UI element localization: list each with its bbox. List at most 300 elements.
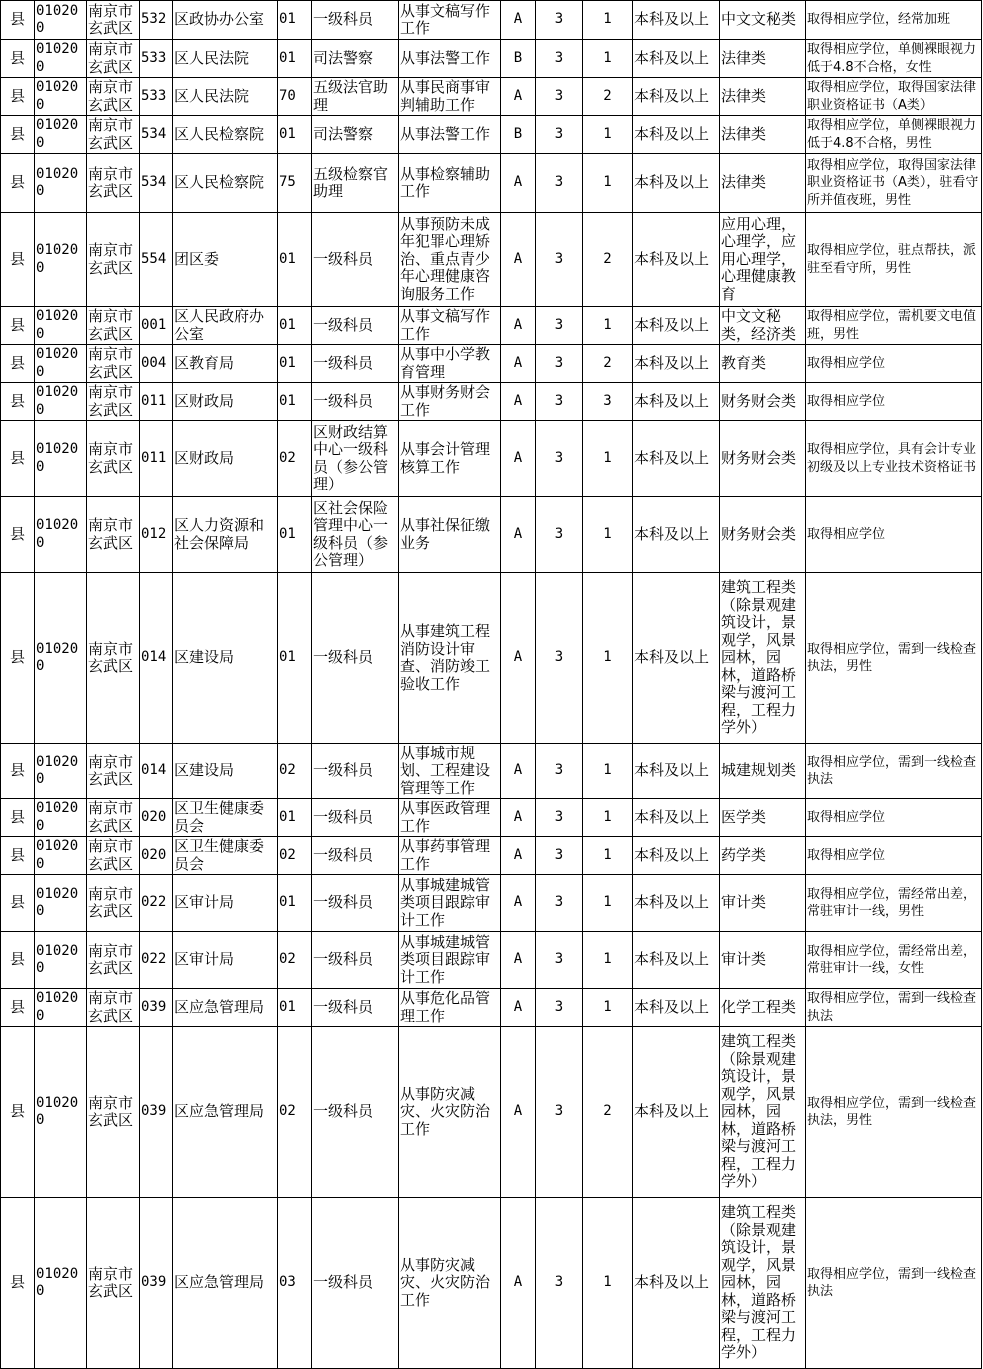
region-name-cell: 南京市玄武区 <box>87 383 140 421</box>
positions-table-body <box>1 1 982 1369</box>
unit-name-cell: 区人民政府办公室 <box>173 307 278 345</box>
region-code-cell: 010200 <box>35 213 87 307</box>
major-cell: 建筑工程类（除景观建筑设计，景观学，风景园林，园林，道路桥梁与渡河工程，工程力学外） <box>720 573 806 744</box>
headcount-cell: 1 <box>583 744 633 799</box>
post-name-cell: 一级科员 <box>312 875 399 932</box>
headcount-cell: 1 <box>583 989 633 1027</box>
unit-name-cell: 区卫生健康委员会 <box>173 799 278 837</box>
education-cell: 本科及以上 <box>633 573 720 744</box>
table-row <box>1 799 982 837</box>
table-row <box>1 345 982 383</box>
post-code-cell: 02 <box>278 932 312 989</box>
region-name-cell: 南京市玄武区 <box>87 1027 140 1198</box>
table-row <box>1 497 982 573</box>
region-code-cell: 010200 <box>35 573 87 744</box>
post-name-cell: 一级科员 <box>312 989 399 1027</box>
unit-code-cell: 022 <box>140 932 173 989</box>
post-code-cell: 02 <box>278 744 312 799</box>
unit-code-cell: 533 <box>140 78 173 116</box>
region-name-cell: 南京市玄武区 <box>87 154 140 213</box>
region-name-cell: 南京市玄武区 <box>87 213 140 307</box>
region-name-cell: 南京市玄武区 <box>87 1 140 40</box>
region-name-cell: 南京市玄武区 <box>87 116 140 154</box>
category-cell: A <box>501 799 536 837</box>
major-cell: 财务财会类 <box>720 497 806 573</box>
major-cell: 审计类 <box>720 875 806 932</box>
region-code-cell: 010200 <box>35 1198 87 1369</box>
region-name-cell: 南京市玄武区 <box>87 989 140 1027</box>
post-name-cell: 一级科员 <box>312 307 399 345</box>
post-code-cell: 01 <box>278 345 312 383</box>
region-name-cell: 南京市玄武区 <box>87 744 140 799</box>
region-code-cell: 010200 <box>35 40 87 78</box>
table-row <box>1 116 982 154</box>
major-cell: 法律类 <box>720 154 806 213</box>
education-cell: 本科及以上 <box>633 345 720 383</box>
headcount-cell: 1 <box>583 154 633 213</box>
ratio-cell: 3 <box>536 875 583 932</box>
unit-code-cell: 020 <box>140 799 173 837</box>
major-cell: 中文文秘类，经济类 <box>720 307 806 345</box>
headcount-cell: 1 <box>583 497 633 573</box>
region-name-cell: 南京市玄武区 <box>87 875 140 932</box>
unit-name-cell: 区财政局 <box>173 383 278 421</box>
region-code-cell: 010200 <box>35 383 87 421</box>
major-cell: 审计类 <box>720 932 806 989</box>
headcount-cell: 2 <box>583 213 633 307</box>
post-code-cell: 01 <box>278 383 312 421</box>
level-cell: 县 <box>1 78 35 116</box>
region-code-cell: 010200 <box>35 421 87 497</box>
headcount-cell: 1 <box>583 573 633 744</box>
post-code-cell: 70 <box>278 78 312 116</box>
category-cell: B <box>501 40 536 78</box>
post-code-cell: 01 <box>278 573 312 744</box>
requirement-cell: 取得相应学位 <box>806 383 982 421</box>
ratio-cell: 3 <box>536 1027 583 1198</box>
post-name-cell: 五级法官助理 <box>312 78 399 116</box>
category-cell: A <box>501 497 536 573</box>
ratio-cell: 3 <box>536 383 583 421</box>
duty-cell: 从事中小学教育管理 <box>399 345 501 383</box>
level-cell: 县 <box>1 799 35 837</box>
requirement-cell: 取得相应学位，需到一线检查执法 <box>806 744 982 799</box>
headcount-cell: 1 <box>583 799 633 837</box>
post-name-cell: 区社会保险管理中心一级科员（参公管理） <box>312 497 399 573</box>
post-name-cell: 司法警察 <box>312 40 399 78</box>
category-cell: A <box>501 1198 536 1369</box>
region-code-cell: 010200 <box>35 345 87 383</box>
unit-code-cell: 012 <box>140 497 173 573</box>
ratio-cell: 3 <box>536 213 583 307</box>
region-name-cell: 南京市玄武区 <box>87 421 140 497</box>
level-cell: 县 <box>1 1 35 40</box>
unit-code-cell: 014 <box>140 744 173 799</box>
duty-cell: 从事医政管理工作 <box>399 799 501 837</box>
level-cell: 县 <box>1 837 35 875</box>
headcount-cell: 3 <box>583 383 633 421</box>
requirement-cell: 取得相应学位，经常加班 <box>806 1 982 40</box>
region-name-cell: 南京市玄武区 <box>87 40 140 78</box>
education-cell: 本科及以上 <box>633 421 720 497</box>
region-name-cell: 南京市玄武区 <box>87 497 140 573</box>
table-row <box>1 1027 982 1198</box>
post-code-cell: 01 <box>278 213 312 307</box>
major-cell: 化学工程类 <box>720 989 806 1027</box>
headcount-cell: 1 <box>583 307 633 345</box>
unit-code-cell: 039 <box>140 989 173 1027</box>
level-cell: 县 <box>1 383 35 421</box>
ratio-cell: 3 <box>536 116 583 154</box>
post-code-cell: 01 <box>278 799 312 837</box>
requirement-cell: 取得相应学位 <box>806 837 982 875</box>
table-row <box>1 213 982 307</box>
ratio-cell: 3 <box>536 989 583 1027</box>
region-code-cell: 010200 <box>35 307 87 345</box>
requirement-cell: 取得相应学位 <box>806 799 982 837</box>
duty-cell: 从事城建城管类项目跟踪审计工作 <box>399 932 501 989</box>
education-cell: 本科及以上 <box>633 989 720 1027</box>
major-cell: 教育类 <box>720 345 806 383</box>
unit-name-cell: 区政协办公室 <box>173 1 278 40</box>
unit-code-cell: 039 <box>140 1198 173 1369</box>
unit-name-cell: 区审计局 <box>173 932 278 989</box>
region-name-cell: 南京市玄武区 <box>87 78 140 116</box>
category-cell: A <box>501 78 536 116</box>
level-cell: 县 <box>1 989 35 1027</box>
education-cell: 本科及以上 <box>633 40 720 78</box>
table-row <box>1 383 982 421</box>
headcount-cell: 1 <box>583 1198 633 1369</box>
duty-cell: 从事药事管理工作 <box>399 837 501 875</box>
category-cell: A <box>501 307 536 345</box>
table-row <box>1 875 982 932</box>
education-cell: 本科及以上 <box>633 837 720 875</box>
unit-name-cell: 区应急管理局 <box>173 1198 278 1369</box>
requirement-cell: 取得相应学位 <box>806 497 982 573</box>
ratio-cell: 3 <box>536 421 583 497</box>
major-cell: 药学类 <box>720 837 806 875</box>
duty-cell: 从事法警工作 <box>399 116 501 154</box>
category-cell: A <box>501 154 536 213</box>
ratio-cell: 3 <box>536 307 583 345</box>
region-name-cell: 南京市玄武区 <box>87 573 140 744</box>
table-row <box>1 1198 982 1369</box>
post-code-cell: 01 <box>278 40 312 78</box>
headcount-cell: 2 <box>583 78 633 116</box>
duty-cell: 从事城市规划、工程建设管理等工作 <box>399 744 501 799</box>
unit-name-cell: 区人民检察院 <box>173 116 278 154</box>
unit-name-cell: 区人民法院 <box>173 40 278 78</box>
table-row <box>1 154 982 213</box>
unit-name-cell: 区应急管理局 <box>173 1027 278 1198</box>
requirement-cell: 取得相应学位，具有会计专业初级及以上专业技术资格证书 <box>806 421 982 497</box>
duty-cell: 从事危化品管理工作 <box>399 989 501 1027</box>
region-code-cell: 010200 <box>35 78 87 116</box>
post-name-cell: 一级科员 <box>312 1 399 40</box>
major-cell: 建筑工程类（除景观建筑设计，景观学，风景园林，园林，道路桥梁与渡河工程，工程力学外） <box>720 1027 806 1198</box>
requirement-cell: 取得相应学位，取得国家法律职业资格证书（A类），驻看守所并值夜班，男性 <box>806 154 982 213</box>
region-code-cell: 010200 <box>35 837 87 875</box>
level-cell: 县 <box>1 116 35 154</box>
duty-cell: 从事文稿写作工作 <box>399 307 501 345</box>
unit-name-cell: 区卫生健康委员会 <box>173 837 278 875</box>
ratio-cell: 3 <box>536 837 583 875</box>
post-code-cell: 01 <box>278 989 312 1027</box>
education-cell: 本科及以上 <box>633 1 720 40</box>
requirement-cell: 取得相应学位，单侧裸眼视力低于4.8不合格，女性 <box>806 40 982 78</box>
ratio-cell: 3 <box>536 1 583 40</box>
region-code-cell: 010200 <box>35 744 87 799</box>
requirement-cell: 取得相应学位，需到一线检查执法，男性 <box>806 1027 982 1198</box>
region-code-cell: 010200 <box>35 875 87 932</box>
ratio-cell: 3 <box>536 154 583 213</box>
category-cell: A <box>501 837 536 875</box>
headcount-cell: 1 <box>583 116 633 154</box>
category-cell: A <box>501 345 536 383</box>
region-code-cell: 010200 <box>35 1027 87 1198</box>
post-name-cell: 一级科员 <box>312 345 399 383</box>
region-name-cell: 南京市玄武区 <box>87 345 140 383</box>
unit-code-cell: 020 <box>140 837 173 875</box>
region-code-cell: 010200 <box>35 799 87 837</box>
category-cell: A <box>501 421 536 497</box>
duty-cell: 从事检察辅助工作 <box>399 154 501 213</box>
requirement-cell: 取得相应学位，需到一线检查执法 <box>806 989 982 1027</box>
unit-code-cell: 534 <box>140 116 173 154</box>
level-cell: 县 <box>1 1198 35 1369</box>
category-cell: A <box>501 573 536 744</box>
level-cell: 县 <box>1 1027 35 1198</box>
education-cell: 本科及以上 <box>633 116 720 154</box>
category-cell: A <box>501 875 536 932</box>
headcount-cell: 2 <box>583 345 633 383</box>
headcount-cell: 1 <box>583 40 633 78</box>
level-cell: 县 <box>1 307 35 345</box>
region-code-cell: 010200 <box>35 116 87 154</box>
duty-cell: 从事建筑工程消防设计审查、消防竣工验收工作 <box>399 573 501 744</box>
unit-code-cell: 534 <box>140 154 173 213</box>
unit-code-cell: 014 <box>140 573 173 744</box>
unit-name-cell: 区建设局 <box>173 573 278 744</box>
region-code-cell: 010200 <box>35 1 87 40</box>
education-cell: 本科及以上 <box>633 1027 720 1198</box>
requirement-cell: 取得相应学位 <box>806 345 982 383</box>
major-cell: 法律类 <box>720 78 806 116</box>
requirement-cell: 取得相应学位，驻点帮扶，派驻至看守所，男性 <box>806 213 982 307</box>
education-cell: 本科及以上 <box>633 78 720 116</box>
post-name-cell: 一级科员 <box>312 799 399 837</box>
category-cell: A <box>501 989 536 1027</box>
post-name-cell: 五级检察官助理 <box>312 154 399 213</box>
post-code-cell: 01 <box>278 497 312 573</box>
duty-cell: 从事法警工作 <box>399 40 501 78</box>
unit-name-cell: 区人民检察院 <box>173 154 278 213</box>
ratio-cell: 3 <box>536 799 583 837</box>
major-cell: 法律类 <box>720 40 806 78</box>
region-name-cell: 南京市玄武区 <box>87 932 140 989</box>
requirement-cell: 取得相应学位，需经常出差，常驻审计一线，男性 <box>806 875 982 932</box>
region-name-cell: 南京市玄武区 <box>87 799 140 837</box>
duty-cell: 从事民商事审判辅助工作 <box>399 78 501 116</box>
table-row <box>1 573 982 744</box>
ratio-cell: 3 <box>536 497 583 573</box>
unit-code-cell: 039 <box>140 1027 173 1198</box>
requirement-cell: 取得相应学位，单侧裸眼视力低于4.8不合格，男性 <box>806 116 982 154</box>
unit-code-cell: 011 <box>140 383 173 421</box>
major-cell: 城建规划类 <box>720 744 806 799</box>
unit-code-cell: 004 <box>140 345 173 383</box>
post-name-cell: 一级科员 <box>312 1198 399 1369</box>
duty-cell: 从事防灾减灾、火灾防治工作 <box>399 1198 501 1369</box>
duty-cell: 从事城建城管类项目跟踪审计工作 <box>399 875 501 932</box>
post-code-cell: 01 <box>278 307 312 345</box>
duty-cell: 从事文稿写作工作 <box>399 1 501 40</box>
unit-code-cell: 532 <box>140 1 173 40</box>
category-cell: A <box>501 213 536 307</box>
major-cell: 财务财会类 <box>720 421 806 497</box>
post-code-cell: 01 <box>278 1 312 40</box>
unit-name-cell: 区教育局 <box>173 345 278 383</box>
region-name-cell: 南京市玄武区 <box>87 837 140 875</box>
post-name-cell: 一级科员 <box>312 932 399 989</box>
unit-code-cell: 533 <box>140 40 173 78</box>
region-code-cell: 010200 <box>35 989 87 1027</box>
category-cell: A <box>501 383 536 421</box>
education-cell: 本科及以上 <box>633 307 720 345</box>
major-cell: 建筑工程类（除景观建筑设计，景观学，风景园林，园林，道路桥梁与渡河工程，工程力学外） <box>720 1198 806 1369</box>
post-code-cell: 01 <box>278 116 312 154</box>
post-code-cell: 01 <box>278 875 312 932</box>
unit-name-cell: 区审计局 <box>173 875 278 932</box>
education-cell: 本科及以上 <box>633 744 720 799</box>
ratio-cell: 3 <box>536 40 583 78</box>
unit-name-cell: 区财政局 <box>173 421 278 497</box>
post-code-cell: 75 <box>278 154 312 213</box>
level-cell: 县 <box>1 932 35 989</box>
unit-name-cell: 团区委 <box>173 213 278 307</box>
category-cell: B <box>501 116 536 154</box>
ratio-cell: 3 <box>536 1198 583 1369</box>
requirement-cell: 取得相应学位，需机要文电值班，男性 <box>806 307 982 345</box>
duty-cell: 从事防灾减灾、火灾防治工作 <box>399 1027 501 1198</box>
duty-cell: 从事会计管理核算工作 <box>399 421 501 497</box>
ratio-cell: 3 <box>536 932 583 989</box>
level-cell: 县 <box>1 744 35 799</box>
level-cell: 县 <box>1 213 35 307</box>
level-cell: 县 <box>1 154 35 213</box>
post-code-cell: 02 <box>278 421 312 497</box>
table-row <box>1 78 982 116</box>
table-row <box>1 40 982 78</box>
requirement-cell: 取得相应学位，取得国家法律职业资格证书（A类） <box>806 78 982 116</box>
table-row <box>1 989 982 1027</box>
category-cell: A <box>501 1 536 40</box>
post-code-cell: 02 <box>278 837 312 875</box>
unit-name-cell: 区人民法院 <box>173 78 278 116</box>
major-cell: 应用心理，心理学，应用心理学，心理健康教育 <box>720 213 806 307</box>
unit-code-cell: 022 <box>140 875 173 932</box>
table-row <box>1 421 982 497</box>
post-name-cell: 一级科员 <box>312 1027 399 1198</box>
table-row <box>1 1 982 40</box>
post-name-cell: 一级科员 <box>312 213 399 307</box>
region-name-cell: 南京市玄武区 <box>87 307 140 345</box>
region-code-cell: 010200 <box>35 497 87 573</box>
ratio-cell: 3 <box>536 573 583 744</box>
table-row <box>1 744 982 799</box>
unit-name-cell: 区人力资源和社会保障局 <box>173 497 278 573</box>
requirement-cell: 取得相应学位，需到一线检查执法，男性 <box>806 573 982 744</box>
category-cell: A <box>501 1027 536 1198</box>
post-code-cell: 02 <box>278 1027 312 1198</box>
ratio-cell: 3 <box>536 78 583 116</box>
education-cell: 本科及以上 <box>633 932 720 989</box>
education-cell: 本科及以上 <box>633 875 720 932</box>
major-cell: 医学类 <box>720 799 806 837</box>
region-name-cell: 南京市玄武区 <box>87 1198 140 1369</box>
education-cell: 本科及以上 <box>633 1198 720 1369</box>
post-code-cell: 03 <box>278 1198 312 1369</box>
level-cell: 县 <box>1 40 35 78</box>
major-cell: 中文文秘类 <box>720 1 806 40</box>
level-cell: 县 <box>1 573 35 744</box>
education-cell: 本科及以上 <box>633 154 720 213</box>
duty-cell: 从事财务财会工作 <box>399 383 501 421</box>
post-name-cell: 一级科员 <box>312 573 399 744</box>
requirement-cell: 取得相应学位，需经常出差，常驻审计一线，女性 <box>806 932 982 989</box>
unit-name-cell: 区应急管理局 <box>173 989 278 1027</box>
region-code-cell: 010200 <box>35 154 87 213</box>
post-name-cell: 区财政结算中心一级科员（参公管理） <box>312 421 399 497</box>
region-code-cell: 010200 <box>35 932 87 989</box>
post-name-cell: 一级科员 <box>312 383 399 421</box>
headcount-cell: 2 <box>583 1027 633 1198</box>
post-name-cell: 司法警察 <box>312 116 399 154</box>
requirement-cell: 取得相应学位，需到一线检查执法 <box>806 1198 982 1369</box>
headcount-cell: 1 <box>583 875 633 932</box>
category-cell: A <box>501 744 536 799</box>
duty-cell: 从事预防未成年犯罪心理矫治、重点青少年心理健康咨询服务工作 <box>399 213 501 307</box>
level-cell: 县 <box>1 345 35 383</box>
ratio-cell: 3 <box>536 345 583 383</box>
major-cell: 法律类 <box>720 116 806 154</box>
unit-name-cell: 区建设局 <box>173 744 278 799</box>
post-name-cell: 一级科员 <box>312 837 399 875</box>
education-cell: 本科及以上 <box>633 497 720 573</box>
education-cell: 本科及以上 <box>633 383 720 421</box>
major-cell: 财务财会类 <box>720 383 806 421</box>
headcount-cell: 1 <box>583 421 633 497</box>
level-cell: 县 <box>1 497 35 573</box>
unit-code-cell: 011 <box>140 421 173 497</box>
education-cell: 本科及以上 <box>633 213 720 307</box>
ratio-cell: 3 <box>536 744 583 799</box>
category-cell: A <box>501 932 536 989</box>
education-cell: 本科及以上 <box>633 799 720 837</box>
level-cell: 县 <box>1 875 35 932</box>
unit-code-cell: 001 <box>140 307 173 345</box>
table-row <box>1 307 982 345</box>
duty-cell: 从事社保征缴业务 <box>399 497 501 573</box>
headcount-cell: 1 <box>583 1 633 40</box>
level-cell: 县 <box>1 421 35 497</box>
unit-code-cell: 554 <box>140 213 173 307</box>
headcount-cell: 1 <box>583 837 633 875</box>
post-name-cell: 一级科员 <box>312 744 399 799</box>
headcount-cell: 1 <box>583 932 633 989</box>
table-row <box>1 932 982 989</box>
